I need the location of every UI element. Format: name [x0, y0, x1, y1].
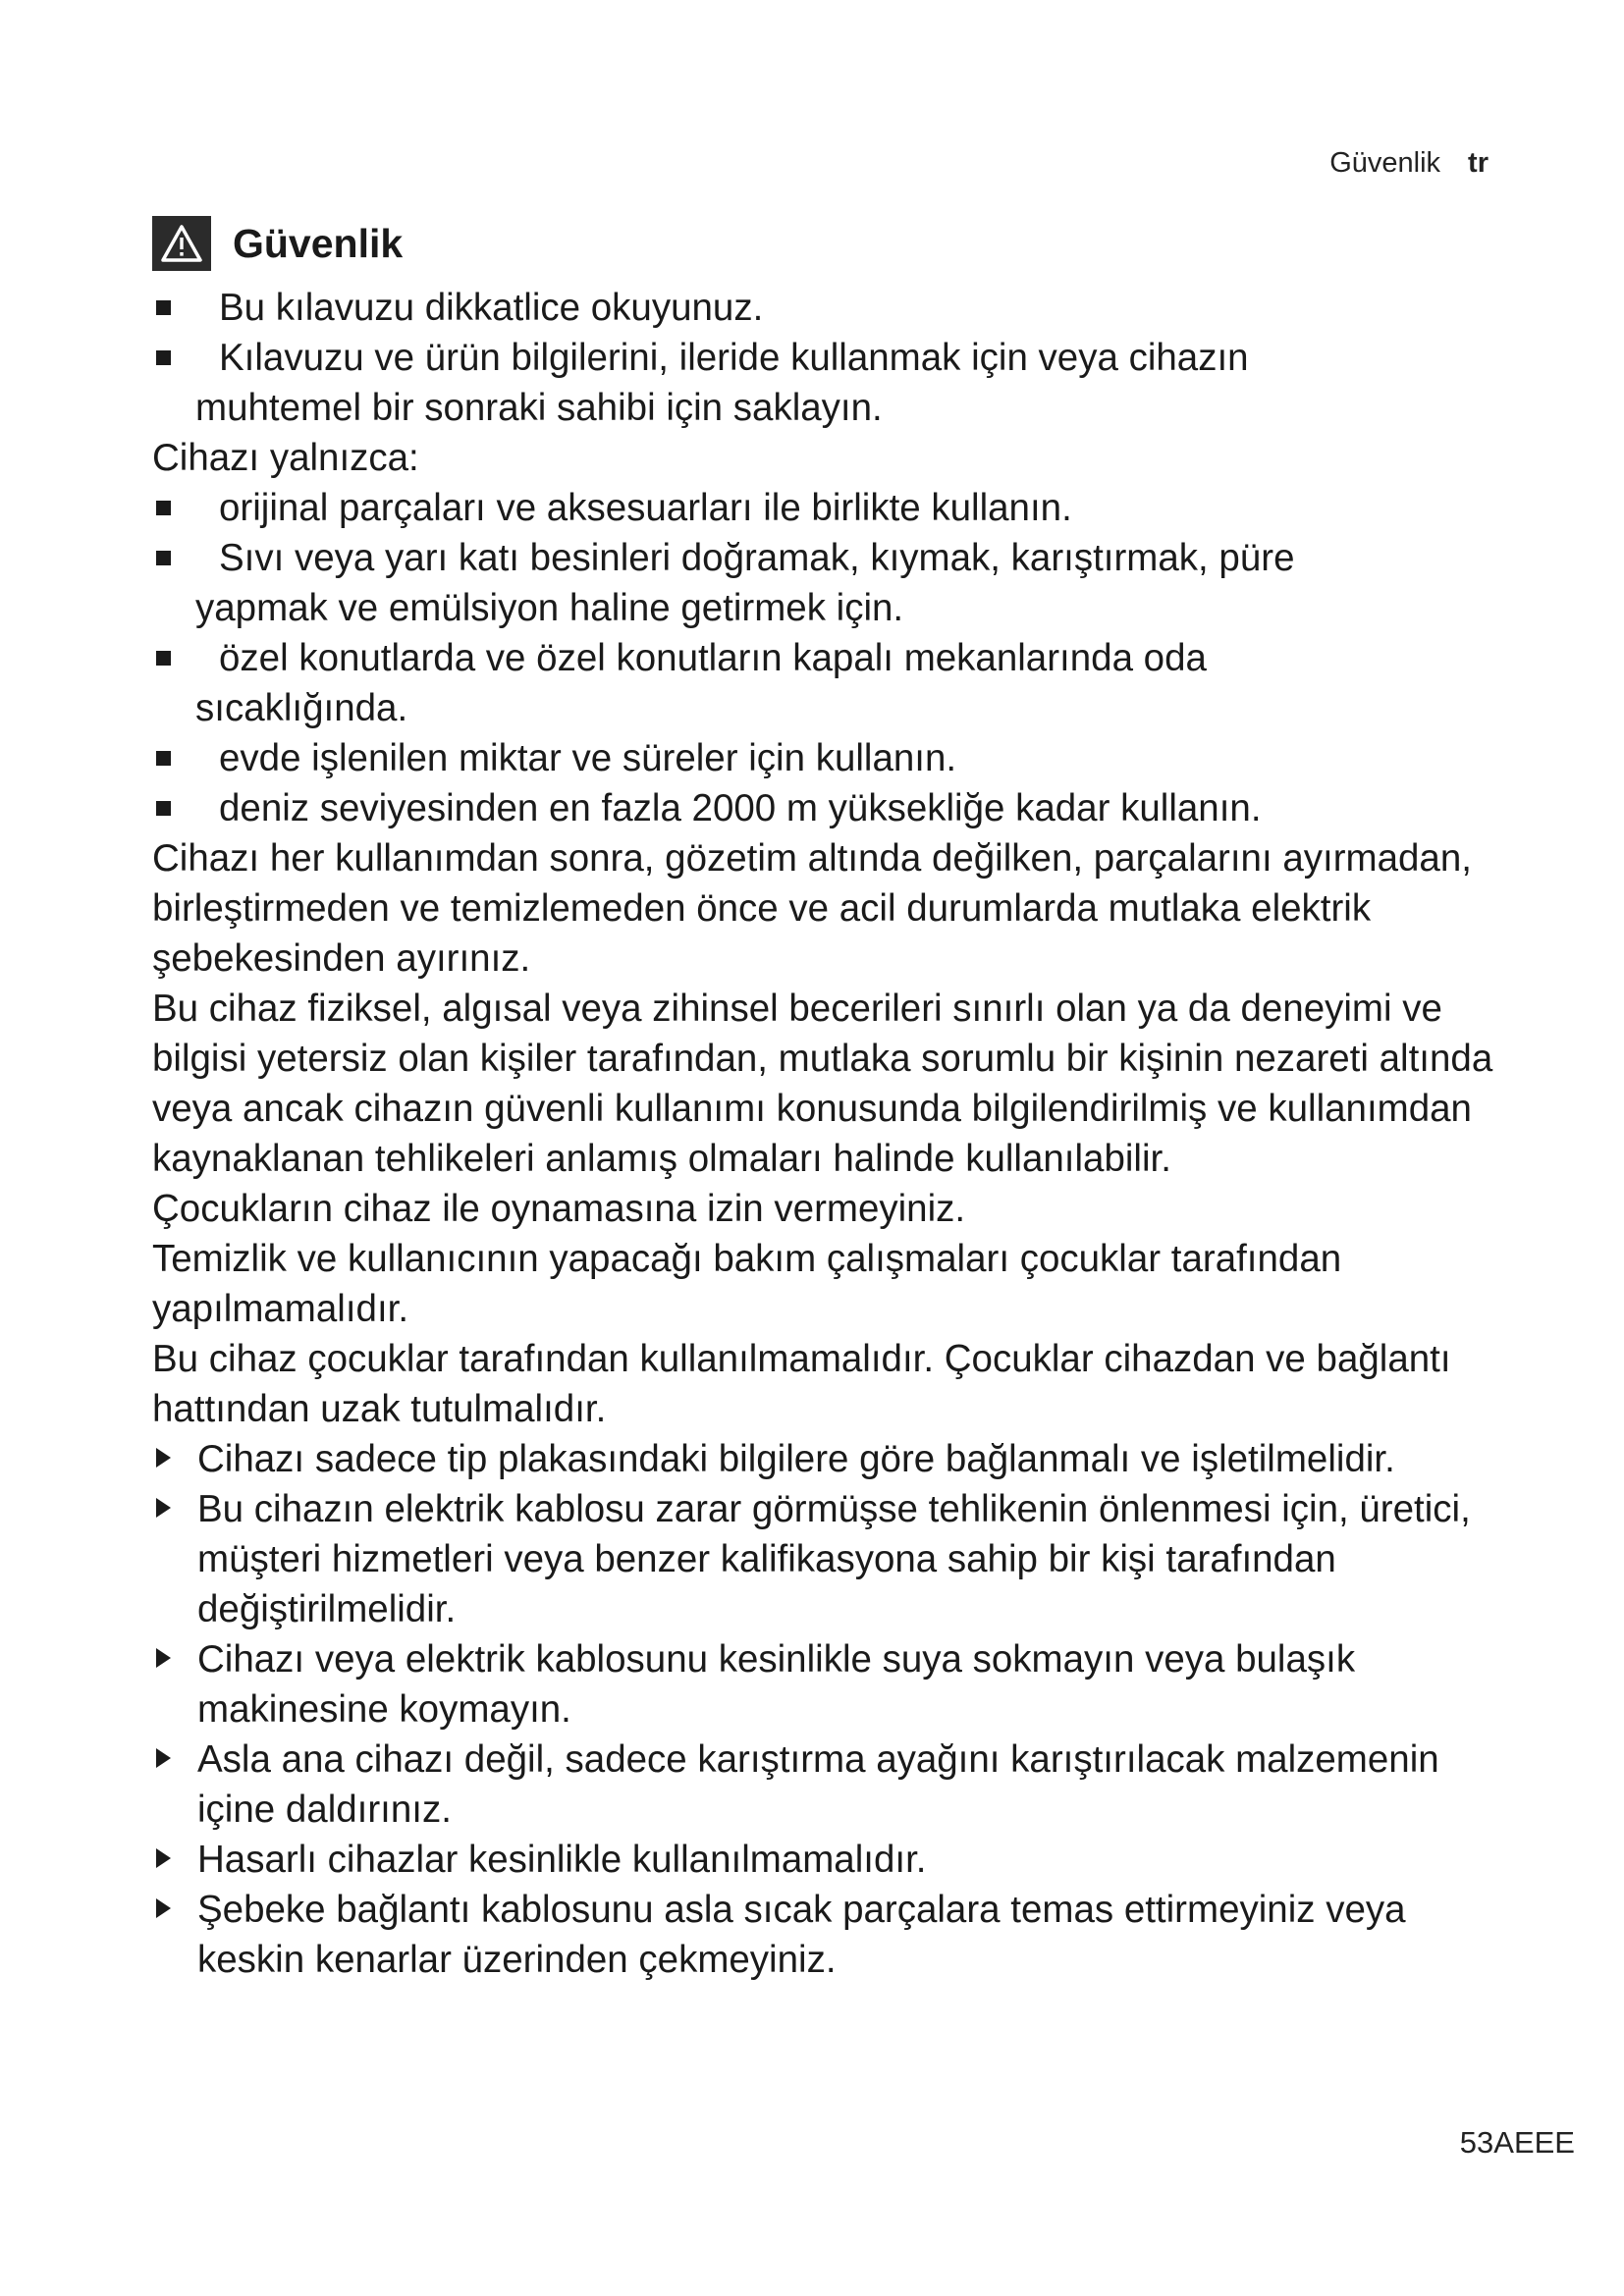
instruction-item: Cihazı sadece tip plakasındaki bilgilere göre bağlanmalı ve işletilmelidir.	[152, 1434, 1507, 1484]
list-item: orijinal parçaları ve aksesuarları ile birlikte kullanın.	[152, 483, 1507, 533]
paragraph: Bu cihaz fiziksel, algısal veya zihinsel becerileri sınırlı olan ya da deneyimi ve bilgisi yetersiz olan kişiler tarafından, mutlaka sorumlu bir kişinin nezareti altında veya ancak cihazın güvenli kullanımı konusunda bilgilendirilmiş ve kullanımdan kaynaklanan tehlikeleri anlamış olmaları halinde kullanılabilir.	[152, 988, 1493, 1180]
safety-section	[152, 214, 1507, 1985]
list-item: deniz seviyesinden en fazla 2000 m yüksekliğe kadar kullanın.	[152, 783, 1507, 833]
paragraph: Temizlik ve kullanıcının yapacağı bakım çalışmaları çocuklar tarafından yapılmamalıdır.	[152, 1238, 1342, 1330]
square-bullet-icon	[156, 551, 171, 565]
square-bullet-icon	[156, 501, 171, 515]
square-bullet-icon	[156, 751, 171, 766]
document-code: 53AEEE	[1459, 2125, 1575, 2160]
triangle-arrow-icon	[156, 1898, 171, 1918]
list-item: evde işlenilen miktar ve süreler için kullanın.	[152, 733, 1507, 783]
square-bullet-icon	[156, 801, 171, 816]
section-heading	[152, 214, 1507, 273]
triangle-arrow-icon	[156, 1848, 171, 1868]
warning-triangle-icon	[152, 216, 211, 271]
page-title: Güvenlik	[233, 220, 404, 266]
triangle-arrow-icon	[156, 1748, 171, 1768]
paragraph: Cihazı her kullanımdan sonra, gözetim altında değilken, parçalarını ayırmadan, birleştirmeden ve temizlemeden önce ve acil durumlarda mutlaka elektrik şebekesinden ayırınız.	[152, 837, 1472, 980]
triangle-arrow-icon	[156, 1498, 171, 1518]
instruction-item: Bu cihazın elektrik kablosu zarar görmüşse tehlikenin önlenmesi için, üretici, müşteri hizmetleri veya benzer kalifikasyona sahip bir kişi tarafından değiştirilmelidir.	[152, 1484, 1507, 1634]
paragraph: Bu cihaz çocuklar tarafından kullanılmamalıdır. Çocuklar cihazdan ve bağlantı hattından uzak tutulmalıdır.	[152, 1338, 1451, 1430]
instruction-item: Asla ana cihazı değil, sadece karıştırma ayağını karıştırılacak malzemenin içine daldırınız.	[152, 1735, 1507, 1835]
instruction-item: Cihazı veya elektrik kablosunu kesinlikle suya sokmayın veya bulaşık makinesine koymayın.	[152, 1634, 1507, 1735]
instruction-item: Şebeke bağlantı kablosunu asla sıcak parçalara temas ettirmeyiniz veya keskin kenarlar üzerinden çekmeyiniz.	[152, 1885, 1507, 1985]
triangle-arrow-icon	[156, 1648, 171, 1668]
running-header-section: Güvenlik	[1329, 147, 1441, 179]
triangle-arrow-icon	[156, 1448, 171, 1468]
list-item: Bu kılavuzu dikkatlice okuyunuz.	[152, 283, 1507, 333]
instruction-item: Hasarlı cihazlar kesinlikle kullanılmamalıdır.	[152, 1835, 1507, 1885]
list-item: özel konutlarda ve özel konutların kapalı mekanlarında oda sıcaklığında.	[152, 633, 1507, 733]
paragraph: Çocukların cihaz ile oynamasına izin vermeyiniz.	[152, 1188, 966, 1230]
list-item: Kılavuzu ve ürün bilgilerini, ileride kullanmak için veya cihazın muhtemel bir sonraki sahibi için saklayın.	[152, 333, 1507, 433]
paragraph: Cihazı yalnızca:	[152, 437, 419, 479]
square-bullet-icon	[156, 651, 171, 666]
list-item: Sıvı veya yarı katı besinleri doğramak, kıymak, karıştırmak, püre yapmak ve emülsiyon haline getirmek için.	[152, 533, 1507, 633]
square-bullet-icon	[156, 350, 171, 365]
language-code: tr	[1468, 147, 1489, 179]
running-header	[1329, 147, 1489, 180]
square-bullet-icon	[156, 300, 171, 315]
